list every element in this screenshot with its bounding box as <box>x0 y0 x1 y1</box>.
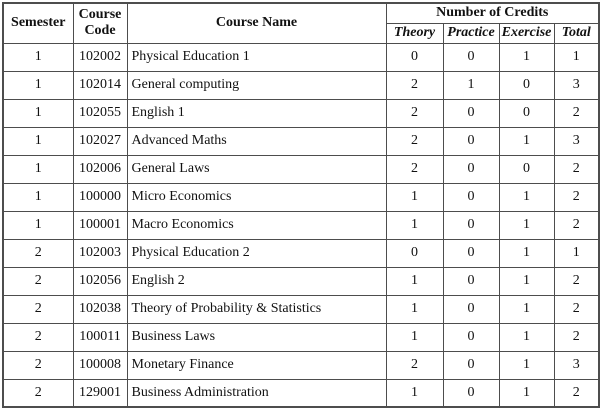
semester-cell: 2 <box>3 323 73 351</box>
theory-credits-cell: 0 <box>386 43 443 71</box>
total-credits-cell: 3 <box>554 127 599 155</box>
theory-credits-cell: 2 <box>386 99 443 127</box>
table-row <box>3 155 599 183</box>
table-row <box>3 183 599 211</box>
practice-credits-cell: 0 <box>443 351 499 379</box>
semester-cell: 2 <box>3 295 73 323</box>
practice-credits-cell: 0 <box>443 43 499 71</box>
course-name-cell: General Laws <box>127 155 386 183</box>
table-row <box>3 43 599 71</box>
table-row <box>3 295 599 323</box>
total-credits-cell: 3 <box>554 71 599 99</box>
header-theory: Theory <box>386 23 443 43</box>
theory-credits-cell: 1 <box>386 323 443 351</box>
practice-credits-cell: 0 <box>443 239 499 267</box>
course-name-cell: Business Administration <box>127 379 386 407</box>
practice-credits-cell: 0 <box>443 127 499 155</box>
theory-credits-cell: 0 <box>386 239 443 267</box>
semester-cell: 1 <box>3 71 73 99</box>
table-row <box>3 267 599 295</box>
table-row <box>3 71 599 99</box>
semester-cell: 2 <box>3 267 73 295</box>
exercise-credits-cell: 1 <box>499 211 554 239</box>
course-name-cell: English 1 <box>127 99 386 127</box>
header-semester: Semester <box>3 3 73 43</box>
theory-credits-cell: 2 <box>386 351 443 379</box>
semester-cell: 1 <box>3 155 73 183</box>
exercise-credits-cell: 1 <box>499 351 554 379</box>
exercise-credits-cell: 0 <box>499 71 554 99</box>
theory-credits-cell: 2 <box>386 155 443 183</box>
practice-credits-cell: 0 <box>443 323 499 351</box>
header-course-name: Course Name <box>127 3 386 43</box>
exercise-credits-cell: 1 <box>499 323 554 351</box>
course-code-cell: 100000 <box>73 183 127 211</box>
theory-credits-cell: 1 <box>386 211 443 239</box>
table-row <box>3 351 599 379</box>
course-code-cell: 129001 <box>73 379 127 407</box>
total-credits-cell: 2 <box>554 99 599 127</box>
practice-credits-cell: 0 <box>443 295 499 323</box>
total-credits-cell: 3 <box>554 351 599 379</box>
course-name-cell: Micro Economics <box>127 183 386 211</box>
header-total: Total <box>554 23 599 43</box>
exercise-credits-cell: 1 <box>499 127 554 155</box>
table-row <box>3 211 599 239</box>
total-credits-cell: 2 <box>554 183 599 211</box>
course-code-cell: 100008 <box>73 351 127 379</box>
course-name-cell: Business Laws <box>127 323 386 351</box>
course-code-cell: 102038 <box>73 295 127 323</box>
exercise-credits-cell: 0 <box>499 99 554 127</box>
exercise-credits-cell: 1 <box>499 379 554 407</box>
practice-credits-cell: 1 <box>443 71 499 99</box>
theory-credits-cell: 2 <box>386 71 443 99</box>
course-name-cell: Physical Education 2 <box>127 239 386 267</box>
header-exercise: Exercise <box>499 23 554 43</box>
total-credits-cell: 2 <box>554 295 599 323</box>
practice-credits-cell: 0 <box>443 379 499 407</box>
theory-credits-cell: 1 <box>386 295 443 323</box>
total-credits-cell: 2 <box>554 379 599 407</box>
exercise-credits-cell: 1 <box>499 267 554 295</box>
semester-cell: 2 <box>3 379 73 407</box>
semester-cell: 1 <box>3 211 73 239</box>
semester-cell: 1 <box>3 99 73 127</box>
practice-credits-cell: 0 <box>443 183 499 211</box>
table-body <box>3 43 599 407</box>
total-credits-cell: 2 <box>554 211 599 239</box>
practice-credits-cell: 0 <box>443 99 499 127</box>
table-row <box>3 323 599 351</box>
course-code-cell: 100011 <box>73 323 127 351</box>
practice-credits-cell: 0 <box>443 211 499 239</box>
table-row <box>3 379 599 407</box>
course-code-cell: 102002 <box>73 43 127 71</box>
course-code-cell: 102014 <box>73 71 127 99</box>
table-row <box>3 239 599 267</box>
course-name-cell: Physical Education 1 <box>127 43 386 71</box>
course-code-cell: 102056 <box>73 267 127 295</box>
theory-credits-cell: 1 <box>386 267 443 295</box>
practice-credits-cell: 0 <box>443 155 499 183</box>
header-course-code: Course Code <box>73 3 127 43</box>
course-name-cell: Theory of Probability & Statistics <box>127 295 386 323</box>
total-credits-cell: 2 <box>554 155 599 183</box>
course-credits-table <box>2 2 600 408</box>
course-name-cell: Advanced Maths <box>127 127 386 155</box>
course-code-cell: 102003 <box>73 239 127 267</box>
total-credits-cell: 2 <box>554 267 599 295</box>
course-code-cell: 102006 <box>73 155 127 183</box>
practice-credits-cell: 0 <box>443 267 499 295</box>
header-practice: Practice <box>443 23 499 43</box>
semester-cell: 1 <box>3 43 73 71</box>
header-credits-group: Number of Credits <box>386 3 599 23</box>
header-row-main <box>3 3 599 23</box>
table-row <box>3 127 599 155</box>
exercise-credits-cell: 1 <box>499 239 554 267</box>
total-credits-cell: 1 <box>554 239 599 267</box>
semester-cell: 1 <box>3 183 73 211</box>
course-code-cell: 102055 <box>73 99 127 127</box>
semester-cell: 1 <box>3 127 73 155</box>
exercise-credits-cell: 1 <box>499 295 554 323</box>
semester-cell: 2 <box>3 351 73 379</box>
total-credits-cell: 1 <box>554 43 599 71</box>
theory-credits-cell: 1 <box>386 379 443 407</box>
theory-credits-cell: 2 <box>386 127 443 155</box>
table-row <box>3 99 599 127</box>
course-code-cell: 100001 <box>73 211 127 239</box>
exercise-credits-cell: 1 <box>499 183 554 211</box>
semester-cell: 2 <box>3 239 73 267</box>
course-name-cell: Monetary Finance <box>127 351 386 379</box>
exercise-credits-cell: 1 <box>499 43 554 71</box>
course-code-cell: 102027 <box>73 127 127 155</box>
course-name-cell: General computing <box>127 71 386 99</box>
course-name-cell: Macro Economics <box>127 211 386 239</box>
course-name-cell: English 2 <box>127 267 386 295</box>
table-header <box>3 3 599 43</box>
total-credits-cell: 2 <box>554 323 599 351</box>
theory-credits-cell: 1 <box>386 183 443 211</box>
exercise-credits-cell: 0 <box>499 155 554 183</box>
